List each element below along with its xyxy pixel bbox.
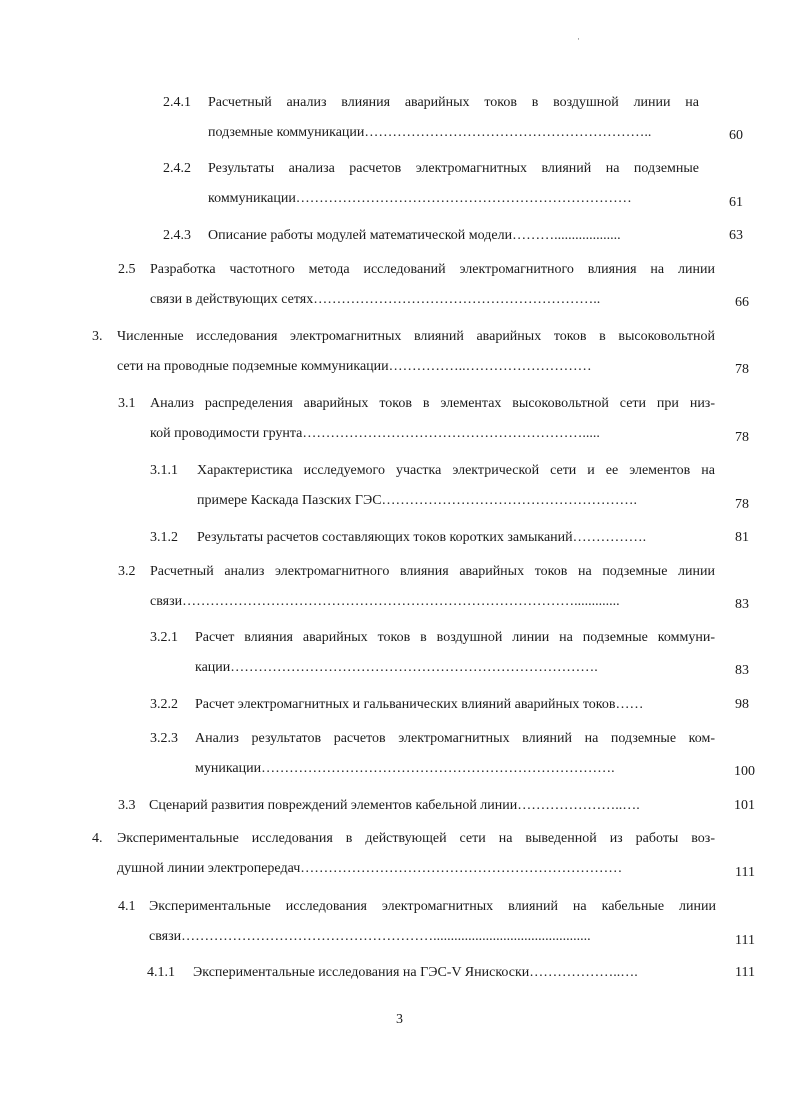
- toc-entry-title: Результаты анализа расчетов электромагнитных влияний на подземные: [208, 161, 699, 176]
- toc-entry-3-2-1: [150, 629, 749, 679]
- toc-entry-title: Разработка частотного метода исследований электромагнитного влияния на линии: [150, 262, 715, 277]
- toc-entry-number: 4.1.1: [147, 965, 175, 980]
- toc-entry-3-1: [118, 395, 749, 445]
- page-number: 3: [396, 1012, 403, 1027]
- toc-entry-2-4-1: [163, 94, 743, 144]
- toc-entry-title-cont: коммуникации………………………………………………………………: [208, 191, 632, 206]
- toc-entry-title-cont: кой проводимости грунта…………………………………………………….....: [150, 426, 600, 441]
- toc-entry-title: Результаты расчетов составляющих токов коротких замыканий…………….: [197, 530, 647, 545]
- toc-entry-2-5: [118, 261, 749, 311]
- toc-entry-number: 3.: [92, 329, 103, 344]
- toc-entry-title-cont: муникации………………………………………………………………….: [195, 761, 615, 776]
- toc-entry-title-cont: кации…………………………………………………………………….: [195, 660, 598, 675]
- toc-entry-number: 4.: [92, 831, 103, 846]
- toc-entry-3-2-3: [150, 730, 755, 780]
- toc-entry-number: 3.2.1: [150, 630, 178, 645]
- toc-entry-title: Экспериментальные исследования в действующей сети на выведенной из работы воз-: [117, 831, 715, 846]
- toc-entry-number: 3.2.3: [150, 731, 178, 746]
- toc-entry-title: Расчет влияния аварийных токов в воздушной линии на подземные коммуни-: [195, 630, 715, 645]
- toc-entry-page: 101: [734, 798, 755, 813]
- toc-entry-page: 81: [735, 530, 749, 545]
- toc-entry-3-1-1: [150, 462, 749, 512]
- toc-entry-number: 3.1: [118, 396, 136, 411]
- toc-entry-number: 3.2: [118, 564, 136, 579]
- toc-entry-3-1-2: [150, 529, 749, 549]
- toc-entry-title: Анализ распределения аварийных токов в элементах высоковольтной сети при низ-: [150, 396, 715, 411]
- toc-entry-page: 100: [734, 764, 755, 779]
- toc-entry-title-cont: подземные коммуникации……………………………………………………..: [208, 125, 652, 140]
- toc-entry-page: 83: [735, 663, 749, 678]
- toc-entry-title: Экспериментальные исследования на ГЭС-V Янискоски………………..….: [193, 965, 638, 980]
- toc-entry-title: Расчетный анализ влияния аварийных токов в воздушной линии на: [208, 95, 699, 110]
- toc-entry-title-cont: примере Каскада Пазских ГЭС……………………………………………….: [197, 493, 638, 508]
- toc-entry-page: 98: [735, 697, 749, 712]
- toc-entry-title-cont: душной линии электропередач……………………………………………………………: [117, 861, 623, 876]
- toc-entry-page: 66: [735, 295, 749, 310]
- toc-entry-3: [92, 328, 749, 378]
- toc-entry-title-cont: сети на проводные подземные коммуникации……………..………………………: [117, 359, 592, 374]
- toc-entry-number: 3.3: [118, 798, 136, 813]
- toc-entry-page: 78: [735, 430, 749, 445]
- toc-entry-title: Расчет электромагнитных и гальванических влияний аварийных токов……: [195, 697, 644, 712]
- toc-entry-number: 2.4.2: [163, 161, 191, 176]
- toc-entry-3-3: [118, 797, 755, 817]
- toc-entry-4: [92, 830, 755, 882]
- toc-entry-3-2-2: [150, 696, 749, 716]
- toc-entry-4-1-1: [147, 964, 755, 984]
- toc-entry-title-cont: связи……………………………………………….............................................: [149, 929, 591, 944]
- toc-entry-number: 4.1: [118, 899, 136, 914]
- toc-entry-title: Расчетный анализ электромагнитного влияния аварийных токов на подземные линии: [150, 564, 715, 579]
- toc-entry-page: 60: [729, 128, 743, 143]
- toc-entry-number: 2.4.1: [163, 95, 191, 110]
- toc-entry-page: 111: [735, 933, 755, 948]
- toc-entry-title: Экспериментальные исследования электромагнитных влияний на кабельные линии: [149, 899, 716, 914]
- toc-entry-title: Анализ результатов расчетов электромагнитных влияний на подземные ком-: [195, 731, 715, 746]
- toc-entry-page: 63: [729, 228, 743, 243]
- toc-entry-title: Численные исследования электромагнитных влияний аварийных токов в высоковольтной: [117, 329, 715, 344]
- toc-entry-page: 111: [735, 865, 755, 880]
- toc-entry-title-cont: связи………………………………………………………………………….............: [150, 594, 620, 609]
- toc-entry-number: 3.2.2: [150, 697, 178, 712]
- toc-entry-page: 78: [735, 497, 749, 512]
- toc-entry-4-1: [118, 898, 755, 948]
- toc-entry-title: Сценарий развития повреждений элементов кабельной линии…………………..….: [149, 798, 640, 813]
- toc-entry-page: 111: [735, 965, 755, 980]
- toc-entry-title: Характеристика исследуемого участка электрической сети и ее элементов на: [197, 463, 715, 478]
- toc-entry-title-cont: связи в действующих сетях……………………………………………………..: [150, 292, 601, 307]
- toc-entry-2-4-3: [163, 227, 743, 247]
- toc-entry-3-2: [118, 563, 749, 613]
- toc-entry-number: 3.1.2: [150, 530, 178, 545]
- toc-entry-page: 78: [735, 362, 749, 377]
- toc-entry-number: 2.5: [118, 262, 136, 277]
- toc-entry-page: 61: [729, 195, 743, 210]
- toc-entry-page: 83: [735, 597, 749, 612]
- stray-mark: ·: [577, 34, 580, 44]
- toc-entry-number: 3.1.1: [150, 463, 178, 478]
- toc-entry-number: 2.4.3: [163, 228, 191, 243]
- toc-entry-2-4-2: [163, 160, 743, 210]
- toc-entry-title: Описание работы модулей математической модели………...................: [208, 228, 621, 243]
